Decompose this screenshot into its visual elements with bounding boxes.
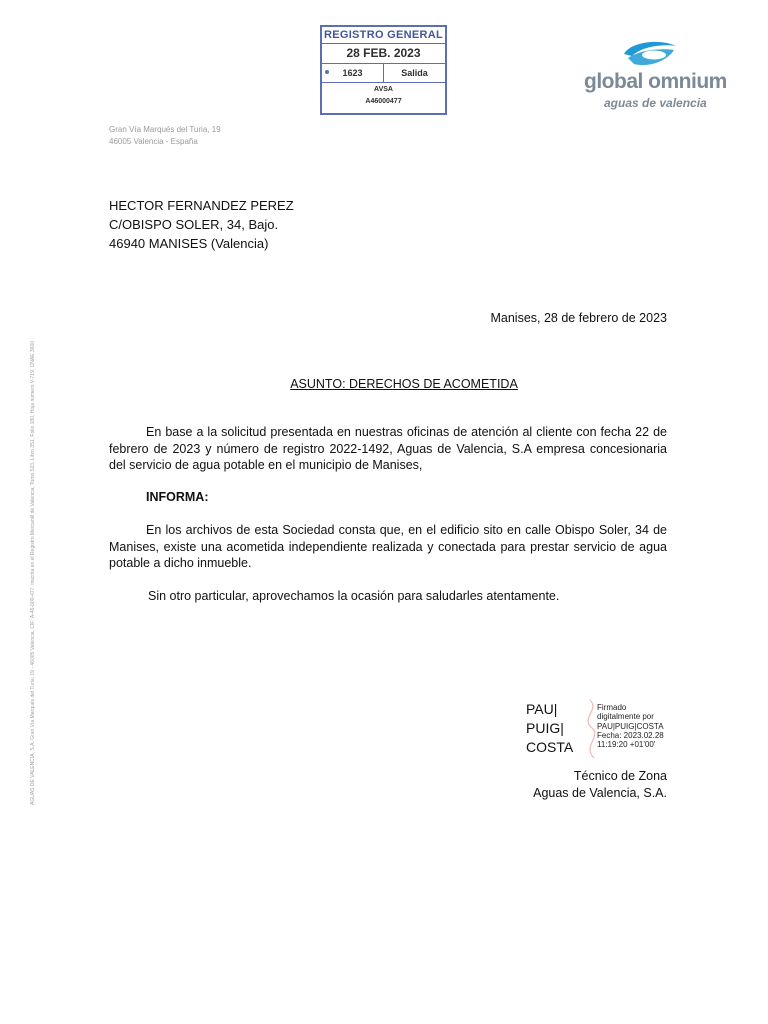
signature-name-line-1: PAU|	[526, 701, 558, 717]
subject-line	[0, 377, 768, 391]
stamp-dot-icon	[325, 70, 329, 74]
signature-detail-3: PAU|PUIG|COSTA	[597, 721, 664, 731]
body-paragraph-3: Sin otro particular, aprovechamos la ocasión para saludarles atentamente.	[148, 589, 560, 603]
stamp-header: REGISTRO GENERAL	[322, 27, 445, 44]
subject-text: ASUNTO: DERECHOS DE ACOMETIDA	[290, 377, 518, 391]
signature-name-line-3: COSTA	[526, 739, 574, 755]
signer-company: Aguas de Valencia, S.A.	[533, 785, 667, 800]
informa-heading: INFORMA:	[146, 490, 209, 504]
drop-logo-icon	[620, 40, 680, 70]
signature-name	[526, 700, 573, 757]
body-paragraph-2: En los archivos de esta Sociedad consta que, en el edificio sito en calle Obispo Soler, 34 de Manises, existe una acometida independiente realizada y conectada para prestar servicio de agua potable a dicho inmueble.	[109, 523, 667, 570]
logo-sub-text: aguas de valencia	[604, 96, 707, 110]
logo-main-text: global omnium	[584, 70, 727, 93]
signature-details	[597, 703, 664, 749]
address-line-2: 46005 Valencia - España	[109, 137, 198, 146]
address-line-1: Gran Vía Marqués del Turia, 19	[109, 125, 221, 134]
recipient-block	[109, 196, 294, 253]
stamp-number: 1623	[342, 68, 363, 78]
body-paragraph-1: En base a la solicitud presentada en nuestras oficinas de atención al cliente con fecha 22 de febrero de 2023 y número de registro 2022-1492, Aguas de Valencia, S.A empresa concesionaria del servicio de agua potable en el municipio de Manises,	[109, 425, 667, 472]
recipient-city: 46940 MANISES (Valencia)	[109, 236, 269, 251]
stamp-code: A46000477	[365, 98, 402, 105]
recipient-street: C/OBISPO SOLER, 34, Bajo.	[109, 217, 279, 232]
stamp-date: 28 FEB. 2023	[322, 44, 445, 64]
date-line: Manises, 28 de febrero de 2023	[490, 311, 667, 325]
signature-detail-2: digitalmente por	[597, 712, 654, 722]
company-logo	[584, 40, 734, 115]
stamp-sub: AVSA	[374, 86, 393, 93]
signature-detail-4: Fecha: 2023.02.28	[597, 730, 664, 740]
stamp-number-cell	[322, 64, 384, 82]
registry-stamp	[320, 25, 447, 115]
signature-detail-5: 11:19:20 +01'00'	[597, 740, 656, 750]
stamp-type: Salida	[401, 68, 428, 78]
signature-detail-1: Firmado	[597, 703, 627, 712]
signer-title: Técnico de Zona	[573, 769, 667, 783]
stamp-row	[322, 64, 445, 83]
legal-note: AGUAS DE VALENCIA, S.A. Gran Vía Marqués del Turia, 19 - 46005 Valencia. CIF: A-46-000-477. Inscrita en el Registro Mercantil de Valencia, Tomo 523, Libro 351, Folio 180, Hoja número V-719. CNAE 3600	[30, 340, 36, 805]
recipient-name: HECTOR FERNANDEZ PEREZ	[109, 198, 294, 213]
sender-address	[109, 124, 221, 148]
signature-name-line-2: PUIG|	[526, 720, 564, 736]
signer-block	[533, 768, 667, 801]
